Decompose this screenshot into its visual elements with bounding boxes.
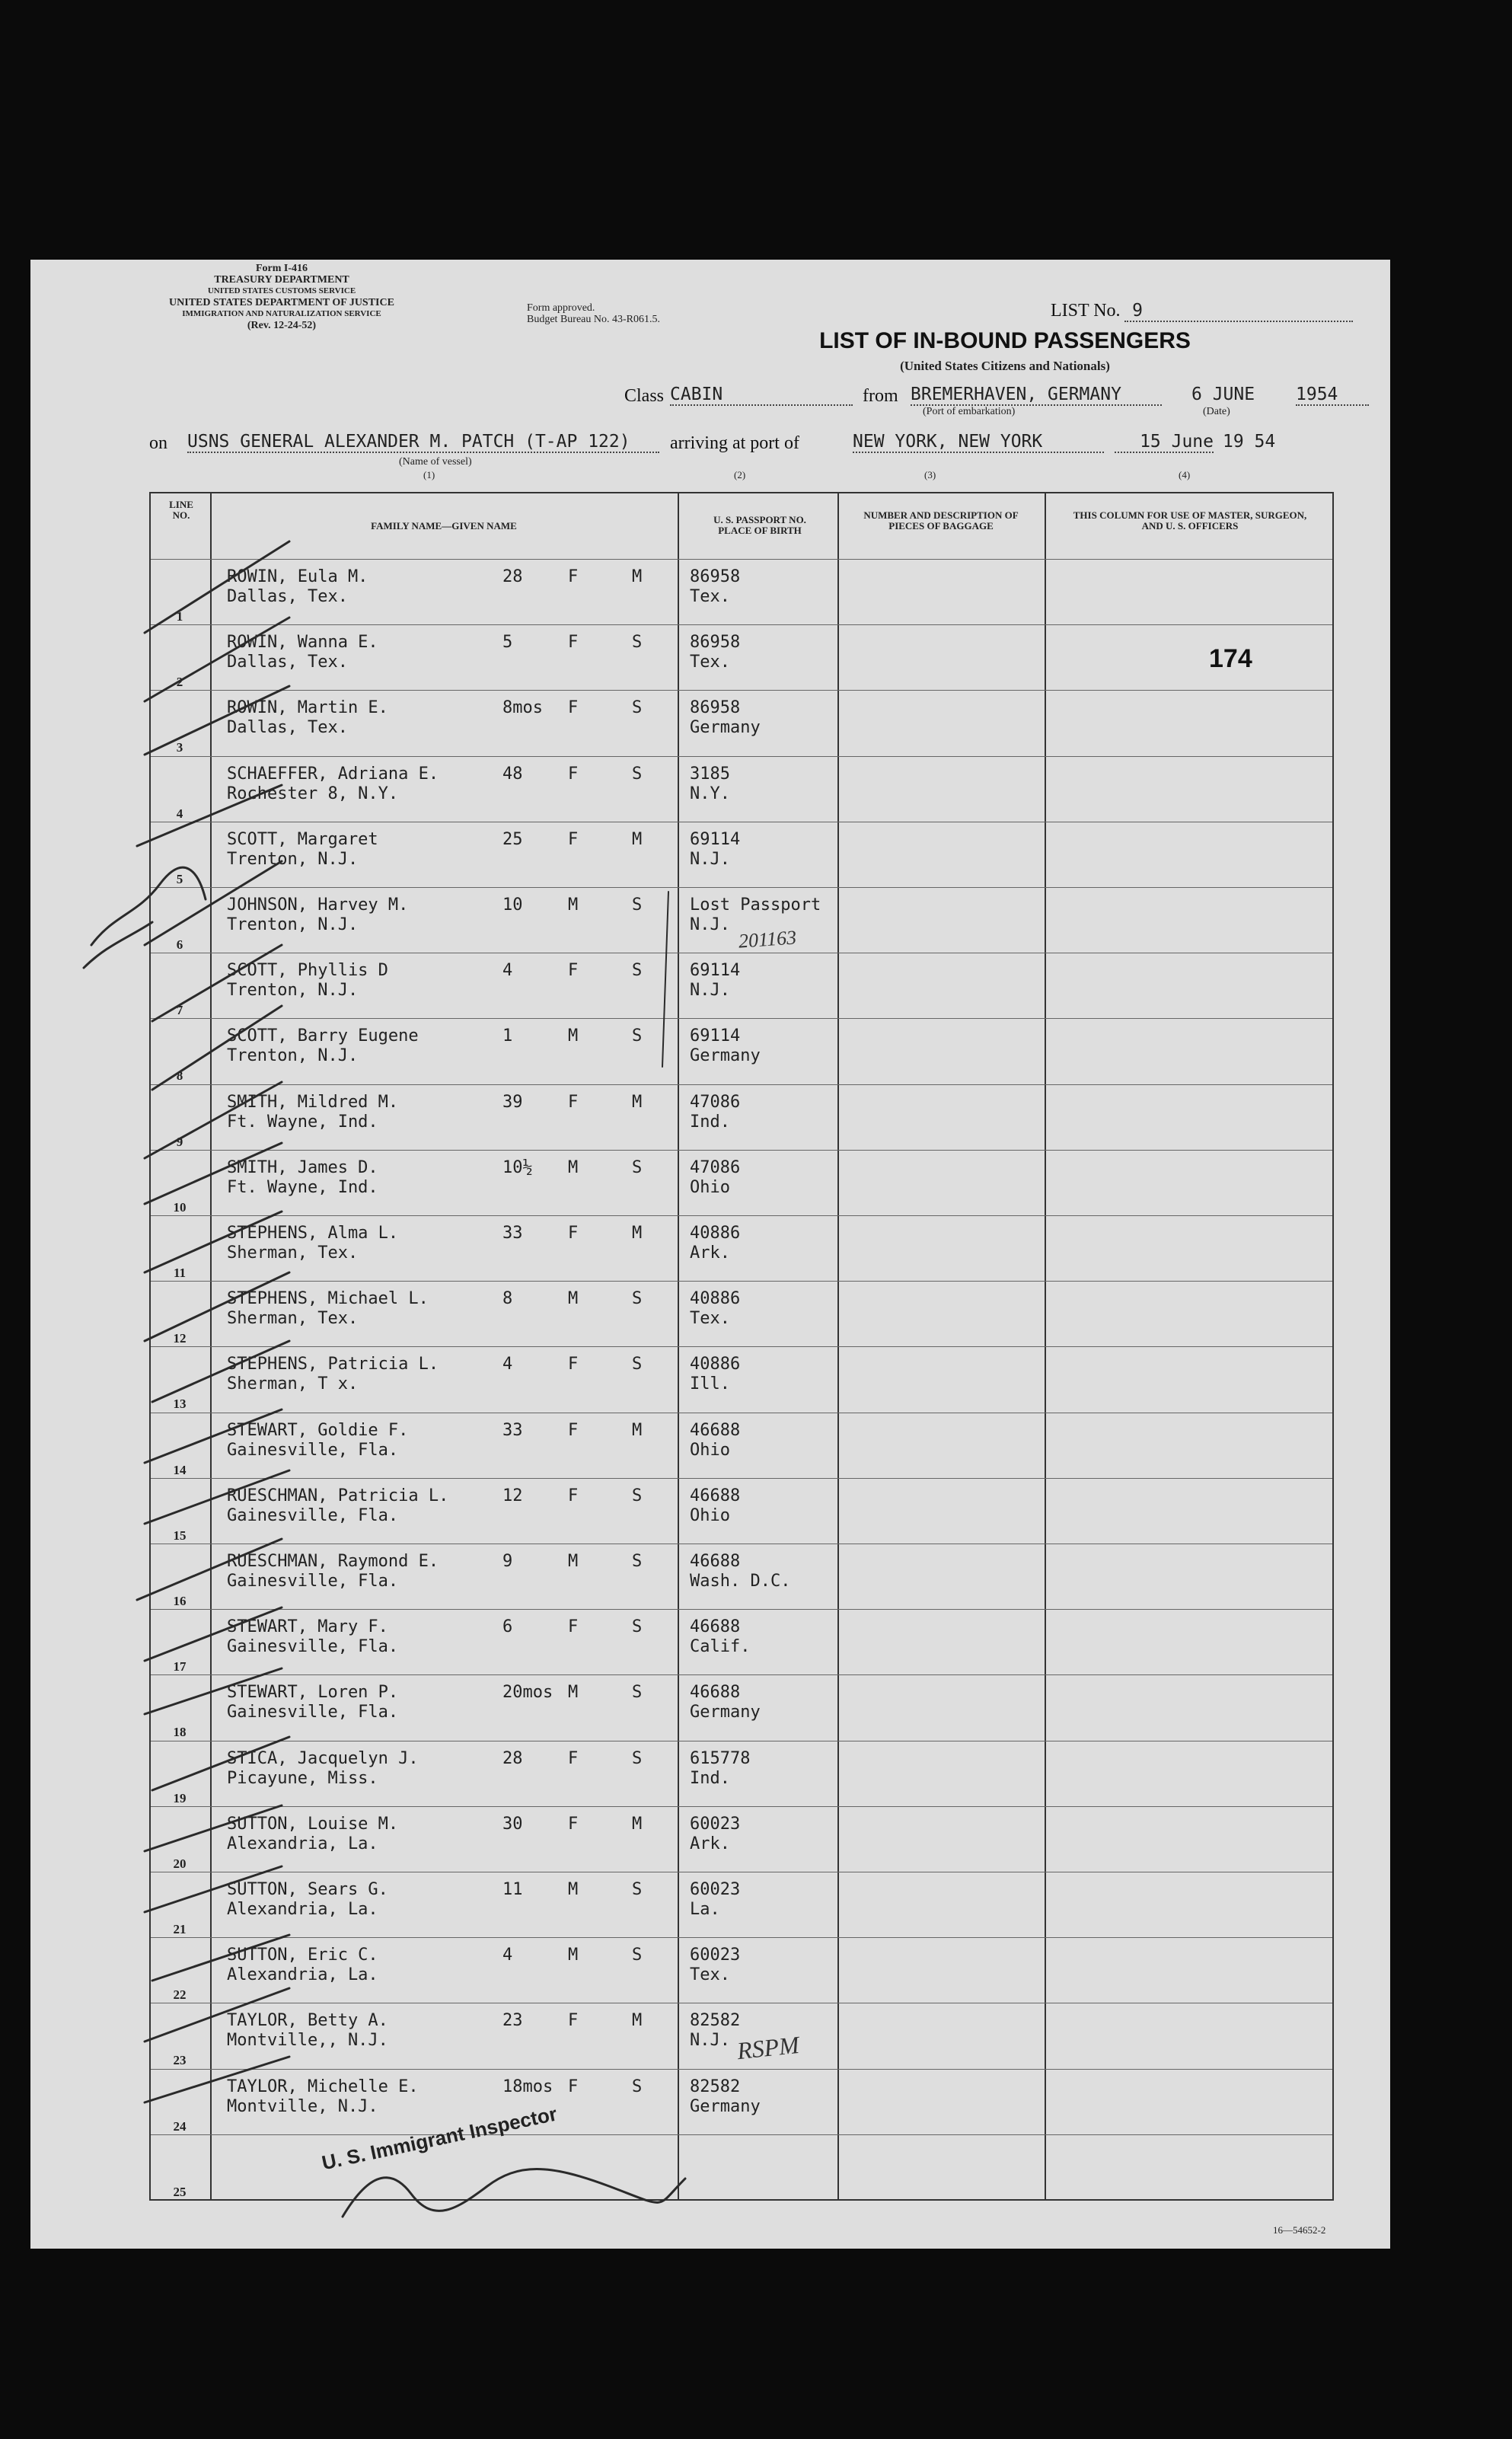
customs-service: UNITED STATES CUSTOMS SERVICE xyxy=(207,286,356,295)
line-number: 23 xyxy=(173,2053,187,2068)
passport-number: 82582 xyxy=(690,2011,741,2031)
line-number: 1 xyxy=(176,609,183,624)
place-of-birth: N.J. xyxy=(690,849,730,869)
passenger-address: Sherman, T x. xyxy=(227,1374,359,1394)
passport-number: 60023 xyxy=(690,1814,741,1834)
passenger-age: 30 xyxy=(502,1814,523,1834)
passenger-sex: M xyxy=(568,1946,579,1965)
table-row xyxy=(151,690,1332,755)
line-number: 20 xyxy=(173,1856,187,1871)
ins-service: IMMIGRATION AND NATURALIZATION SERVICE xyxy=(182,309,381,318)
passport-number: 40886 xyxy=(690,1289,741,1309)
passenger-name: STEWART, Goldie F. xyxy=(227,1420,409,1440)
passenger-age: 48 xyxy=(502,764,523,784)
place-of-birth: Tex. xyxy=(690,653,730,672)
place-of-birth: Ohio xyxy=(690,1177,730,1197)
passport-number: 60023 xyxy=(690,1946,741,1965)
line-number: 16 xyxy=(173,1594,187,1608)
marital-status: S xyxy=(632,1026,643,1046)
line-no-header: LINE NO. xyxy=(169,499,193,521)
place-of-birth: Germany xyxy=(690,718,761,738)
passport-number: 86958 xyxy=(690,633,741,653)
passport-number: 47086 xyxy=(690,1157,741,1177)
table-row xyxy=(151,756,1332,822)
name-header: FAMILY NAME—GIVEN NAME xyxy=(371,520,517,532)
col-4-number: (4) xyxy=(1179,469,1191,480)
justice-dept: UNITED STATES DEPARTMENT OF JUSTICE xyxy=(169,297,394,308)
place-of-birth: Ark. xyxy=(690,1243,730,1263)
marital-status: S xyxy=(632,961,643,981)
passenger-name: STEWART, Loren P. xyxy=(227,1683,399,1703)
form-number: Form I-416 xyxy=(255,263,308,274)
line-number: 21 xyxy=(173,1922,187,1936)
marital-status: M xyxy=(632,1092,643,1112)
passenger-address: Gainesville, Fla. xyxy=(227,1637,399,1657)
passport-number: 46688 xyxy=(690,1420,741,1440)
line-number: 4 xyxy=(176,806,183,821)
place-of-birth: Tex. xyxy=(690,587,730,606)
print-code: 16—54652-2 xyxy=(1273,2224,1326,2236)
passport-number: 615778 xyxy=(690,1748,751,1768)
line-number: 9 xyxy=(176,1134,183,1149)
baggage-header: NUMBER AND DESCRIPTION OF PIECES OF BAGGAGE xyxy=(863,509,1019,532)
form-approved: Form approved. xyxy=(527,302,595,314)
passenger-name: STEPHENS, Patricia L. xyxy=(227,1355,439,1374)
marital-status: M xyxy=(632,567,643,586)
place-of-birth: N.J. xyxy=(690,2031,730,2051)
passenger-age: 10 xyxy=(502,895,523,915)
passport-number: 60023 xyxy=(690,1880,741,1899)
table-row xyxy=(151,1281,1332,1346)
port-of-embarkation: BREMERHAVEN, GERMANY xyxy=(911,385,1162,406)
marital-status: M xyxy=(632,1814,643,1834)
passenger-sex: F xyxy=(568,1486,579,1505)
passenger-address: Dallas, Tex. xyxy=(227,587,348,606)
marital-status: M xyxy=(632,1420,643,1440)
passenger-address: Trenton, N.J. xyxy=(227,849,359,869)
passenger-age: 4 xyxy=(502,1946,513,1965)
passenger-sex: F xyxy=(568,1814,579,1834)
marital-status: S xyxy=(632,1486,643,1505)
marital-status: S xyxy=(632,1289,643,1309)
table-row xyxy=(151,1741,1332,1806)
passenger-sex: F xyxy=(568,2077,579,2096)
marital-status: S xyxy=(632,1355,643,1374)
marital-status: M xyxy=(632,2011,643,2031)
passenger-sex: F xyxy=(568,567,579,586)
passenger-sex: M xyxy=(568,1026,579,1046)
handwritten-margin-note: RSPM xyxy=(735,2030,801,2065)
table-row xyxy=(151,1609,1332,1674)
place-of-birth: Germany xyxy=(690,2096,761,2116)
place-of-birth: Ind. xyxy=(690,1768,730,1788)
marital-status: S xyxy=(632,1880,643,1899)
passenger-age: 18mos xyxy=(502,2077,553,2096)
table-row xyxy=(151,1478,1332,1544)
passenger-address: Alexandria, La. xyxy=(227,1900,378,1919)
passport-number: Lost Passport xyxy=(690,895,821,915)
col-1-number: (1) xyxy=(423,469,435,480)
manifest-page xyxy=(30,260,1390,2249)
passport-header: U. S. PASSPORT NO. PLACE OF BIRTH xyxy=(713,514,806,536)
line-number: 13 xyxy=(173,1397,187,1412)
passenger-age: 12 xyxy=(502,1486,523,1505)
marital-status: S xyxy=(632,1552,643,1571)
passenger-address: Gainesville, Fla. xyxy=(227,1440,399,1460)
marital-status: S xyxy=(632,1683,643,1703)
line-number: 11 xyxy=(173,1266,187,1280)
passenger-sex: M xyxy=(568,1157,579,1177)
passport-number: 47086 xyxy=(690,1092,741,1112)
table-row xyxy=(151,1806,1332,1872)
place-of-birth: Tex. xyxy=(690,1965,730,1985)
passenger-age: 6 xyxy=(502,1617,513,1637)
passenger-sex: F xyxy=(568,1748,579,1768)
passenger-sex: M xyxy=(568,1552,579,1571)
passport-number: 86958 xyxy=(690,567,741,586)
table-row xyxy=(151,1674,1332,1740)
list-no-label: LIST No. xyxy=(1051,301,1121,321)
place-of-birth: Ark. xyxy=(690,1834,730,1853)
passenger-sex: M xyxy=(568,1683,579,1703)
marital-status: S xyxy=(632,764,643,784)
passenger-age: 28 xyxy=(502,567,523,586)
place-of-birth: Ill. xyxy=(690,1374,730,1394)
port-embarkation-caption: (Port of embarkation) xyxy=(923,406,1016,417)
list-number xyxy=(1051,301,1363,322)
place-of-birth: Germany xyxy=(690,1703,761,1722)
passenger-name: SMITH, Mildred M. xyxy=(227,1092,399,1112)
officer-tally-number: 174 xyxy=(1209,644,1252,673)
vessel-line xyxy=(149,430,1367,461)
passenger-sex: F xyxy=(568,1420,579,1440)
passenger-name: SUTTON, Sears G. xyxy=(227,1880,388,1899)
passport-number: 82582 xyxy=(690,2077,741,2096)
passport-number: 40886 xyxy=(690,1224,741,1243)
passport-number: 69114 xyxy=(690,961,741,981)
passenger-sex: M xyxy=(568,895,579,915)
passenger-address: Sherman, Tex. xyxy=(227,1243,359,1263)
passenger-address: Gainesville, Fla. xyxy=(227,1505,399,1525)
passenger-name: SUTTON, Eric C. xyxy=(227,1946,378,1965)
marital-status: S xyxy=(632,2077,643,2096)
line-number: 14 xyxy=(173,1462,187,1477)
passenger-name: JOHNSON, Harvey M. xyxy=(227,895,409,915)
passenger-address: Gainesville, Fla. xyxy=(227,1703,399,1722)
passenger-sex: F xyxy=(568,1092,579,1112)
arrival-date: 15 June xyxy=(1115,432,1214,453)
passenger-address: Ft. Wayne, Ind. xyxy=(227,1177,378,1197)
list-no-value: 9 xyxy=(1124,301,1353,322)
passenger-name: STEPHENS, Alma L. xyxy=(227,1224,399,1243)
passenger-address: Trenton, N.J. xyxy=(227,915,359,934)
passenger-address: Ft. Wayne, Ind. xyxy=(227,1112,378,1132)
passport-number: 46688 xyxy=(690,1552,741,1571)
table-row xyxy=(151,559,1332,624)
passenger-address: Trenton, N.J. xyxy=(227,1046,359,1066)
passenger-sex: F xyxy=(568,829,579,849)
on-label: on xyxy=(149,433,167,453)
passport-number: 69114 xyxy=(690,829,741,849)
line-number: 25 xyxy=(173,2184,187,2199)
passport-number: 3185 xyxy=(690,764,730,784)
passenger-address: Gainesville, Fla. xyxy=(227,1572,399,1591)
place-of-birth: Calif. xyxy=(690,1637,751,1657)
officers-header: THIS COLUMN FOR USE OF MASTER, SURGEON, AND U. S. OFFICERS xyxy=(1073,509,1307,532)
revision-date: (Rev. 12-24-52) xyxy=(247,320,317,331)
passenger-sex: F xyxy=(568,2011,579,2031)
passenger-sex: F xyxy=(568,961,579,981)
embarkation-date: 6 JUNE xyxy=(1191,385,1255,404)
line-number: 17 xyxy=(173,1659,187,1674)
passenger-name: ROWIN, Eula M. xyxy=(227,567,368,586)
passport-number: 69114 xyxy=(690,1026,741,1046)
passenger-name: SMITH, James D. xyxy=(227,1157,378,1177)
document-title: LIST OF IN-BOUND PASSENGERS xyxy=(819,328,1191,353)
passenger-name: TAYLOR, Michelle E. xyxy=(227,2077,419,2096)
marital-status: S xyxy=(632,633,643,653)
passenger-sex: F xyxy=(568,1617,579,1637)
line-number: 12 xyxy=(173,1331,187,1346)
immigrant-inspector-stamp: U. S. Immigrant Inspector xyxy=(320,2102,560,2175)
passenger-age: 20mos xyxy=(502,1683,553,1703)
line-number: 8 xyxy=(176,1068,183,1084)
margin-scribble xyxy=(84,922,152,968)
passenger-address: Dallas, Tex. xyxy=(227,718,348,738)
date-caption: (Date) xyxy=(1203,406,1230,417)
place-of-birth: Germany xyxy=(690,1046,761,1066)
passenger-address: Alexandria, La. xyxy=(227,1834,378,1853)
line-number: 15 xyxy=(173,1528,187,1543)
passenger-table xyxy=(149,492,1334,2201)
place-of-birth: Ohio xyxy=(690,1440,730,1460)
place-of-birth: Ind. xyxy=(690,1112,730,1132)
passenger-address: Sherman, Tex. xyxy=(227,1309,359,1329)
treasury-dept: TREASURY DEPARTMENT xyxy=(214,274,349,286)
passport-number: 40886 xyxy=(690,1355,741,1374)
approval-block xyxy=(527,302,660,325)
marital-status: S xyxy=(632,1617,643,1637)
table-row xyxy=(151,1084,1332,1150)
table-row xyxy=(151,624,1332,690)
class-value: CABIN xyxy=(670,385,853,406)
passenger-age: 4 xyxy=(502,961,513,981)
line-number: 18 xyxy=(173,1725,187,1740)
line-number: 6 xyxy=(176,937,183,952)
passenger-name: STEWART, Mary F. xyxy=(227,1617,388,1637)
passenger-age: 10½ xyxy=(502,1157,533,1177)
passenger-age: 33 xyxy=(502,1420,523,1440)
passenger-age: 8mos xyxy=(502,698,543,718)
table-row xyxy=(151,1150,1332,1215)
passenger-sex: F xyxy=(568,633,579,653)
budget-bureau: Budget Bureau No. 43-R061.5. xyxy=(527,314,660,325)
line-number: 19 xyxy=(173,1790,187,1805)
table-row xyxy=(151,1346,1332,1412)
passenger-name: RUESCHMAN, Raymond E. xyxy=(227,1552,439,1571)
passenger-sex: F xyxy=(568,698,579,718)
passenger-age: 4 xyxy=(502,1355,513,1374)
line-number: 5 xyxy=(176,871,183,886)
agency-block xyxy=(129,263,434,331)
passenger-age: 28 xyxy=(502,1748,523,1768)
arrival-port: NEW YORK, NEW YORK xyxy=(853,432,1104,453)
line-number: 2 xyxy=(176,675,183,690)
class-label: Class xyxy=(624,386,665,406)
handwritten-passport-note: 201163 xyxy=(738,926,797,953)
passenger-name: STICA, Jacquelyn J. xyxy=(227,1748,419,1768)
line-number: 7 xyxy=(176,1003,183,1018)
table-row xyxy=(151,1215,1332,1281)
line-number: 3 xyxy=(176,740,183,755)
passenger-age: 33 xyxy=(502,1224,523,1243)
passenger-address: Montville,, N.J. xyxy=(227,2031,388,2051)
passenger-sex: F xyxy=(568,1355,579,1374)
vessel-caption: (Name of vessel) xyxy=(399,456,472,468)
place-of-birth: La. xyxy=(690,1900,720,1919)
passport-number: 46688 xyxy=(690,1683,741,1703)
line-number: 22 xyxy=(173,1987,187,2003)
place-of-birth: Wash. D.C. xyxy=(690,1572,791,1591)
table-row xyxy=(151,953,1332,1018)
passport-number: 46688 xyxy=(690,1486,741,1505)
passenger-age: 9 xyxy=(502,1552,513,1571)
passenger-name: TAYLOR, Betty A. xyxy=(227,2011,388,2031)
marital-status: S xyxy=(632,1946,643,1965)
passenger-sex: F xyxy=(568,764,579,784)
passenger-sex: M xyxy=(568,1289,579,1309)
place-of-birth: Ohio xyxy=(690,1505,730,1525)
passport-number: 46688 xyxy=(690,1617,741,1637)
place-of-birth: N.Y. xyxy=(690,784,730,803)
passenger-address: Montville, N.J. xyxy=(227,2096,378,2116)
table-row xyxy=(151,1018,1332,1084)
passenger-age: 5 xyxy=(502,633,513,653)
table-row xyxy=(151,1413,1332,1478)
passenger-age: 11 xyxy=(502,1880,523,1899)
line-number: 10 xyxy=(173,1199,187,1215)
passenger-name: SCOTT, Margaret xyxy=(227,829,378,849)
marital-status: S xyxy=(632,895,643,915)
passenger-age: 23 xyxy=(502,2011,523,2031)
marital-status: M xyxy=(632,829,643,849)
table-row xyxy=(151,1544,1332,1609)
marital-status: S xyxy=(632,1748,643,1768)
passenger-name: ROWIN, Wanna E. xyxy=(227,633,378,653)
passenger-sex: F xyxy=(568,1224,579,1243)
place-of-birth: Tex. xyxy=(690,1309,730,1329)
table-row xyxy=(151,1872,1332,1937)
table-row xyxy=(151,2069,1332,2134)
passenger-address: Dallas, Tex. xyxy=(227,653,348,672)
place-of-birth: N.J. xyxy=(690,981,730,1001)
marital-status: S xyxy=(632,698,643,718)
from-label: from xyxy=(863,386,898,406)
passenger-name: ROWIN, Martin E. xyxy=(227,698,388,718)
arriving-label: arriving at port of xyxy=(670,433,799,453)
passenger-name: STEPHENS, Michael L. xyxy=(227,1289,429,1309)
passenger-age: 1 xyxy=(502,1026,513,1046)
passenger-name: SUTTON, Louise M. xyxy=(227,1814,399,1834)
document-subtitle: (United States Citizens and Nationals) xyxy=(900,359,1110,373)
passenger-age: 25 xyxy=(502,829,523,849)
passenger-name: SCOTT, Phyllis D xyxy=(227,961,388,981)
embarkation-year: 1954 xyxy=(1296,385,1369,406)
table-row xyxy=(151,1937,1332,2003)
passenger-name: RUESCHMAN, Patricia L. xyxy=(227,1486,449,1505)
marital-status: S xyxy=(632,1157,643,1177)
col-2-number: (2) xyxy=(734,469,746,480)
table-row xyxy=(151,822,1332,887)
passenger-address: Picayune, Miss. xyxy=(227,1768,378,1788)
passenger-age: 8 xyxy=(502,1289,513,1309)
passenger-name: SCOTT, Barry Eugene xyxy=(227,1026,419,1046)
passenger-sex: M xyxy=(568,1880,579,1899)
passenger-address: Alexandria, La. xyxy=(227,1965,378,1985)
line-number: 24 xyxy=(173,2118,187,2134)
vessel-name: USNS GENERAL ALEXANDER M. PATCH (T-AP 122) xyxy=(187,432,659,453)
passport-number: 86958 xyxy=(690,698,741,718)
marital-status: M xyxy=(632,1224,643,1243)
col-3-number: (3) xyxy=(924,469,936,480)
passenger-address: Rochester 8, N.Y. xyxy=(227,784,399,803)
passenger-age: 39 xyxy=(502,1092,523,1112)
arrival-year: 19 54 xyxy=(1223,432,1276,452)
passenger-name: SCHAEFFER, Adriana E. xyxy=(227,764,439,784)
passenger-address: Trenton, N.J. xyxy=(227,981,359,1001)
place-of-birth: N.J. xyxy=(690,915,730,934)
